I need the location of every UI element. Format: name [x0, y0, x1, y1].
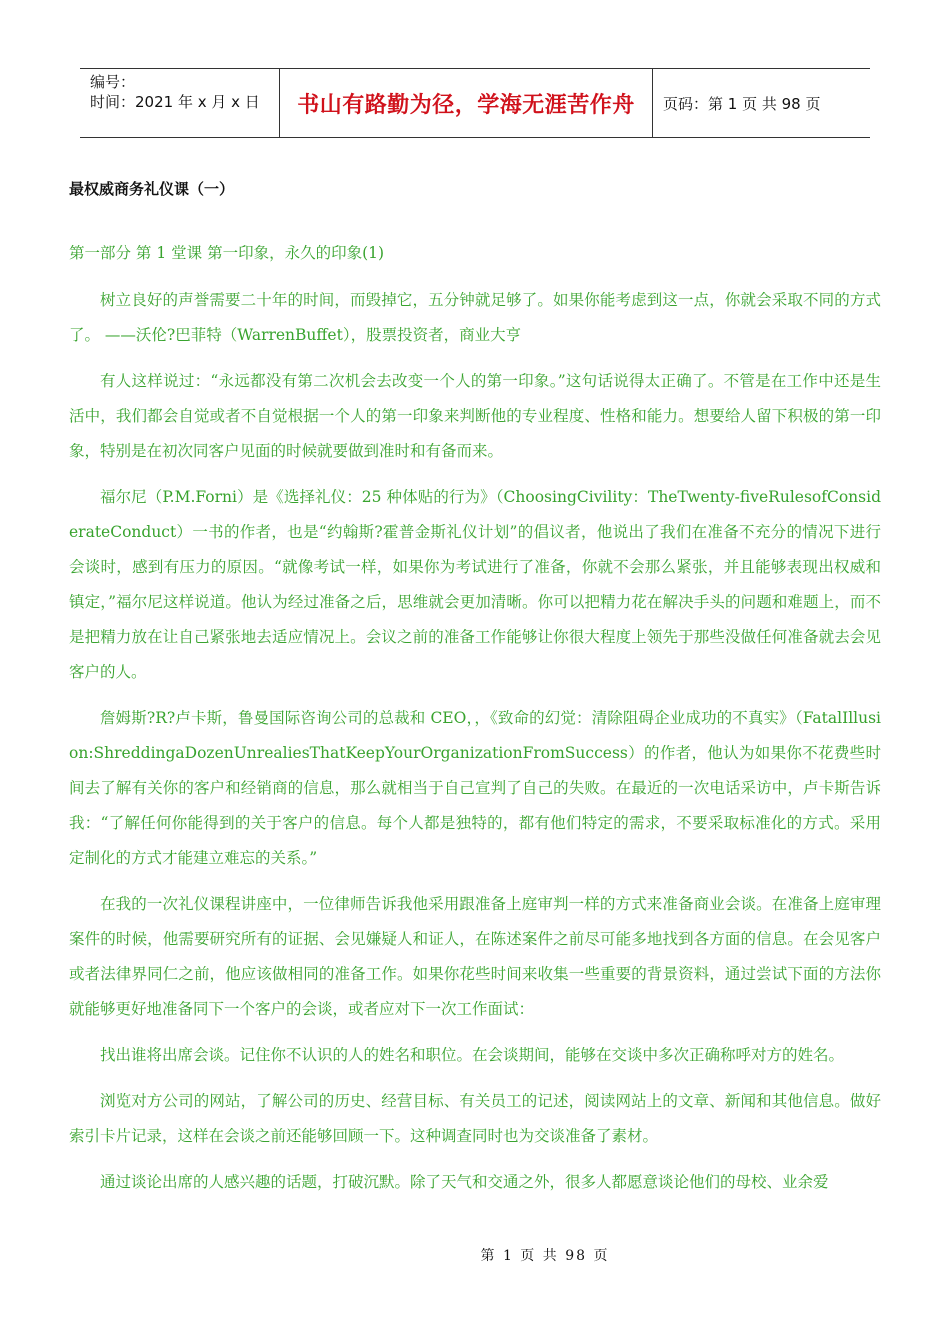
paragraph-8: 通过谈论出席的人感兴趣的话题，打破沉默。除了天气和交通之外，很多人都愿意谈论他们的母校、业余爱 — [100, 1173, 829, 1191]
document-number-label: 编号： — [90, 73, 136, 91]
document-title: 最权威商务礼仪课（一） — [69, 180, 235, 198]
document-body — [69, 172, 881, 1211]
section-title: 第一部分 第 1 堂课 第一印象，永久的印象(1) — [69, 244, 385, 262]
header-motto: 书山有路勤为径，学海无涯苦作舟 — [280, 69, 653, 137]
paragraph-5: 在我的一次礼仪课程讲座中，一位律师告诉我他采用跟准备上庭审判一样的方式来准备商业会谈。在准备上庭审理案件的时候，他需要研究所有的证据、会见嫌疑人和证人，在陈述案件之前尽可能多地找到各方面的信息。在会见客户或者法律界同仁之前，他应该做相同的准备工作。如果你花些时间来收集一些重要的背景资料，通过尝试下面的方法你就能够更好地准备同下一个客户的会谈，或者应对下一次工作面试： — [69, 895, 881, 1018]
header-page-info: 页码：第 1 页 共 98 页 — [663, 94, 821, 113]
header-meta — [80, 69, 280, 137]
page-footer: 第 1 页 共 98 页 — [480, 1248, 610, 1264]
paragraph-3: 福尔尼（P.M.Forni）是《选择礼仪：25 种体贴的行为》（ChoosingCivility：TheTwenty-fiveRulesofConsiderateConduct）一书的作者，也是“约翰斯?霍普金斯礼仪计划”的倡议者，他说出了我们在准备不充分的情况下进行会谈时，感到有压力的原因。“就像考试一样，如果你为考试进行了准备，你就不会那么紧张，并且能够表现出权威和镇定，”福尔尼这样说道。他认为经过准备之后，思维就会更加清晰。你可以把精力花在解决手头的问题和难题上，而不是把精力放在让自己紧张地去适应情况上。会议之前的准备工作能够让你很大程度上领先于那些没做任何准备就去会见客户的人。 — [69, 488, 881, 681]
paragraph-2: 有人这样说过：“永远都没有第二次机会去改变一个人的第一印象。”这句话说得太正确了。不管是在工作中还是生活中，我们都会自觉或者不自觉根据一个人的第一印象来判断他的专业程度、性格和能力。想要给人留下积极的第一印象，特别是在初次同客户见面的时候就要做到准时和有备而来。 — [69, 372, 881, 460]
paragraph-6: 找出谁将出席会谈。记住你不认识的人的姓名和职位。在会谈期间，能够在交谈中多次正确称呼对方的姓名。 — [100, 1046, 845, 1064]
paragraph-7: 浏览对方公司的网站，了解公司的历史、经营目标、有关员工的记述，阅读网站上的文章、新闻和其他信息。做好索引卡片记录，这样在会谈之前还能够回顾一下。这种调查同时也为交谈准备了素材。 — [69, 1092, 881, 1145]
paragraph-4: 詹姆斯?R?卢卡斯，鲁曼国际咨询公司的总裁和 CEO，，《致命的幻觉：清除阻碍企业成功的不真实》（FatalIllusion:ShreddingaDozenUnrealiesThatKeepYourOrganizationFromSuccess）的作者，他认为如果你不花费些时间去了解有关你的客户和经销商的信息，那么就相当于自己宣判了自己的失败。在最近的一次电话采访中，卢卡斯告诉我：“了解任何你能得到的关于客户的信息。每个人都是独特的，都有他们特定的需求，不要采取标准化的方式。采用定制化的方式才能建立难忘的关系。” — [69, 709, 881, 867]
paragraph-1: 树立良好的声誉需要二十年的时间，而毁掉它，五分钟就足够了。如果你能考虑到这一点，你就会采取不同的方式了。 ——沃伦?巴菲特（WarrenBuffet），股票投资者，商业大亨 — [69, 291, 881, 344]
document-date-label: 时间：2021 年 x 月 x 日 — [90, 93, 260, 111]
page-header — [80, 68, 870, 138]
